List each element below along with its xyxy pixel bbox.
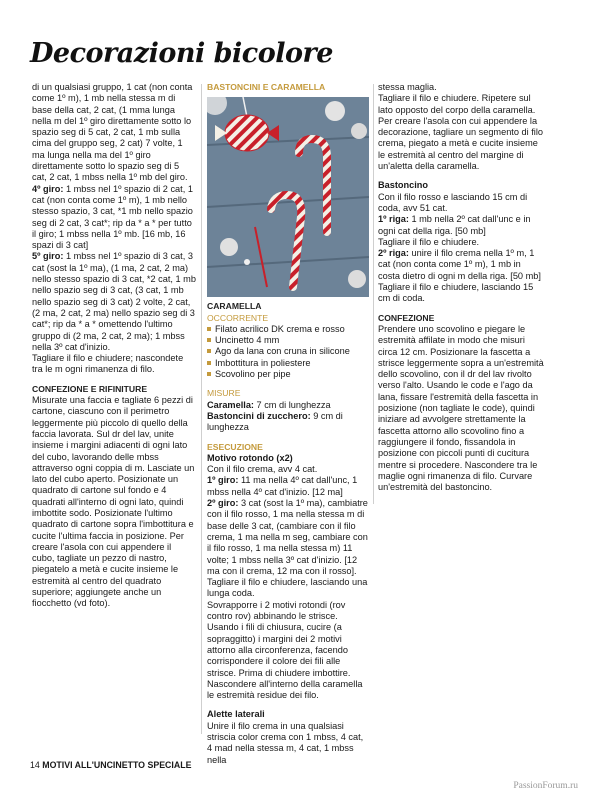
list-item: Filato acrilico DK crema e rosso (207, 324, 369, 335)
paragraph: Misurate una faccia e tagliate 6 pezzi di cartone, ciascuno con il perimetro leggermente più piccolo di quello della faccia lavorata. Sul dr del lav, unite insieme i margini adiacenti di ogni lato del cubo, lavorando delle mbss attraverso ogni coppia di m. Lasciate un lato del cubo aperto. Posizionate un quadrato di cartone sul fondo e 4 quadrati all'interno di ogni lato, quindi imbottite sodo. Posizionate l'ultimo quadrato di cartone sopra l'imbottitura e cucite l'ultima faccia in posizione. Per creare l'asola con cui appendere il cubo, tagliate un pezzo di nastro, piegatelo a metà e cucite insieme le estremità al centro del quadrato superiore; aggiungete anche un fiocchetto (vd foto). (32, 395, 195, 609)
round-text: 3 cat (sost la 1º ma), cambiatre con il filo rosso, 1 ma nella stessa m di base delle 3 cat, (cambiare con il filo crema, 1 ma nella m seg, cambiare con il filo rosso, 1 ma nella stessa m) 11 volte; 1 mbss nella 3º cat d'inizio. [12 ma con il crema, 12 ma con il rosso]. (207, 498, 368, 576)
section-heading: CARAMELLA (207, 301, 262, 312)
page-number: 14 (30, 760, 40, 770)
subsection-title (207, 453, 369, 464)
paragraph: Sovrapporre i 2 motivi rotondi (rov contro rov) abbinando le strisce. Usando i fili di chiusura, cucire (a sopraggitto) i margini dei 2 motivi attorno alla circonferenza, facendo corrispondere il colore dei fili alle strisce. Prima di chiudere imbottire. Nascondere all'interno della caramella le estremità residue dei filo. (207, 599, 363, 701)
paragraph: Tagliare il filo e chiudere, lasciando 15 cm di coda. (378, 282, 534, 304)
subsection-title-text: Bastoncino (378, 180, 429, 191)
column-divider (201, 84, 202, 734)
materials-list (207, 324, 369, 380)
measure-text: 9 cm di lunghezza (207, 410, 343, 433)
measure-text: 7 cm di lunghezza (253, 399, 331, 410)
paragraph: Tagliare il filo e chiudere, lasciando una lunga coda. (207, 577, 368, 599)
subheading: MISURE (207, 388, 241, 399)
paragraph: stessa maglia. (378, 82, 437, 92)
magazine-name: MOTIVI ALL'UNCINETTO SPECIALE (42, 760, 192, 770)
round-label: 5º giro: (32, 251, 64, 262)
round-5 (32, 251, 196, 353)
subsection-title (207, 709, 369, 720)
round-1 (207, 475, 369, 498)
column-2 (207, 82, 369, 766)
column-3 (378, 82, 544, 493)
row-2 (378, 248, 544, 282)
section-heading: CONFEZIONE (378, 312, 435, 323)
list-item: Uncinetto 4 mm (207, 335, 369, 346)
watermark: PassionForum.ru (513, 781, 578, 791)
round-text: 11 ma nella 4º cat dall'unc, 1 mbss nella 4º cat d'inizio. [12 ma] (207, 475, 358, 497)
paragraph: Con il filo crema, avv 4 cat. (207, 464, 318, 475)
row-label: 2º riga: (378, 248, 409, 259)
section-heading: BASTONCINI E CARAMELLA (207, 82, 326, 92)
row-label: 1º riga: (378, 214, 409, 225)
round-label: 4º giro: (32, 183, 64, 194)
measure-label: Bastoncini di zucchero: (207, 410, 311, 421)
paragraph: Unire il filo crema in una qualsiasi striscia color crema con 1 mbss, 4 cat, 4 mad nella stessa m, 4 cat, 1 mbss nella (207, 720, 364, 765)
paragraph: Tagliare il filo e chiudere. (378, 236, 480, 247)
column-1 (32, 82, 196, 610)
photo-illustration (207, 97, 369, 297)
round-text: 1 mbss nel 1º spazio di 3 cat, 3 cat (sost la 1º ma), (1 ma, 2 cat, 2 ma) nello stesso spazio di 3 cat, *2 cat, 1 mb nello spazio seg di 3 cat, (3 cat, 1 mb nello spazio seg di 3 cat) 2 volte, 2 cat, (2 ma, 2 cat, 2 ma) nello spazio seg di 3 cat*; rip da * a * omettendo l'ultimo gruppo di (2 ma, 2 cat, 2 ma); 1 mbss nella 3º cat d'inizio. (32, 251, 196, 352)
paragraph: Prendere uno scovolino e piegare le estremità affilate in modo che misuri circa 12 cm. Posizionare la fascetta a strisce leggermente sopra a un'estremità dello scovolino, con il dr del lav rivolto verso l'alto. Usando le code e l'ago da lana, fissare l'estremità della fascetta in posizione (non tagliate le code), quindi iniziare ad avvolgere strettamente la fascetta attorno allo scovolino fino a raggiungere il fondo, fissandola in posizione con piccoli punti di cucitura mentre si procedere. Nascondere tra le maglie ogni rimanenza di filo. Curvare un'estremità del bastoncino. (378, 323, 544, 493)
candy-cane-photo (207, 97, 369, 297)
list-item: Scovolino per pipe (207, 369, 369, 380)
subsection-title-text: Motivo rotondo (x2) (207, 452, 293, 463)
page-footer (30, 760, 191, 770)
paragraph: Tagliare il filo e chiudere. Ripetere sul lato opposto del corpo della caramella. Per creare l'asola con cui appendere la decorazione, tagliare un segmento di filo crema, piegato a metà e cucite insieme le estremità al centro del margine di un'aletta della caramella. (378, 93, 543, 172)
row-text: 1 mb nella 2º cat dall'unc e in ogni cat della riga. [50 mb] (378, 214, 531, 236)
subsection-title (378, 180, 544, 191)
section-heading: ESECUZIONE (207, 441, 263, 452)
paragraph: di un qualsiasi gruppo, 1 cat (non conta come 1º m), 1 mb nella stessa m di base della cat, 2 cat, (1 mma lunga nella m del 1º giro direttamente sotto lo spazio seg di 5 cat, 2 cat, 1 mb sulla cima del gruppo seg, 2 cat) 7 volte, 1 ma lunga nella ma del 1º giro direttamente sotto lo spazio seg di 5 cat, 2 cat, 1 mbss nella 1º mb del giro. (32, 82, 193, 183)
section-heading: CONFEZIONE E RIFINITURE (32, 383, 148, 394)
measure-label: Caramella: (207, 399, 254, 410)
list-item: Imbottitura in poliestere (207, 358, 369, 369)
measure (207, 400, 369, 411)
row-1 (378, 214, 544, 237)
round-4 (32, 184, 196, 252)
measure (207, 411, 369, 434)
subsection-title-text: Alette laterali (207, 709, 265, 720)
column-divider (373, 84, 374, 504)
round-text: 1 mbss nel 1º spazio di 2 cat, 1 cat (non conta come 1º m), 1 mb nello stesso spazio, 3 cat, *1 mb nello spazio seg di 2 cat, 3 cat*; rip da * a * per tutto il giro; 1 mbss nella 1º mb. [16 mb, 16 spazi di 3 cat] (32, 183, 193, 251)
round-label: 1º giro: (207, 475, 239, 486)
round-2 (207, 498, 369, 577)
row-text: unire il filo crema nella 1º m, 1 cat (non conta come 1º m), 1 mb in costa dietro di ogni m della riga. [50 mb] (378, 248, 541, 281)
round-label: 2º giro: (207, 498, 239, 509)
paragraph: Con il filo rosso e lasciando 15 cm di coda, avv 51 cat. (378, 191, 528, 213)
page-title: Decorazioni bicolore (30, 38, 333, 69)
subheading: OCCORRENTE (207, 312, 269, 323)
paragraph: Tagliare il filo e chiudere; nascondete tra le m ogni rimanenza di filo. (32, 353, 184, 375)
list-item: Ago da lana con cruna in silicone (207, 346, 369, 357)
